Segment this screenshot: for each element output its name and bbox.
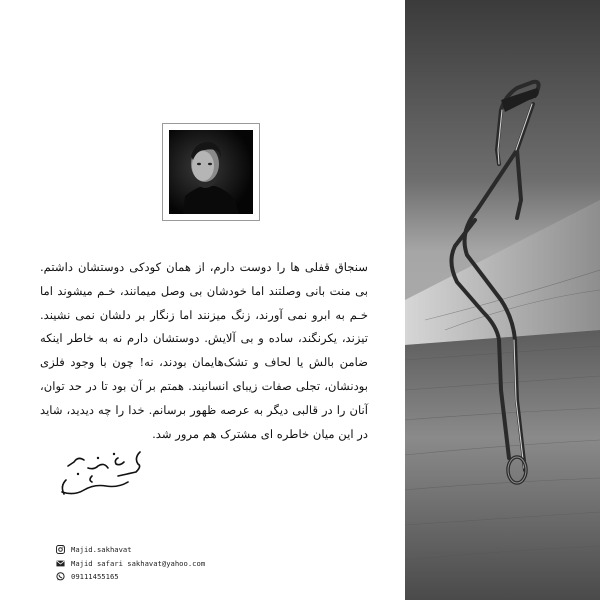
contact-instagram <box>56 543 205 557</box>
instagram-handle[interactable]: Majid.sakhavat <box>71 545 132 554</box>
contact-phone <box>56 570 205 584</box>
contact-email <box>56 557 205 571</box>
author-signature <box>48 442 148 500</box>
card-paragraph <box>40 256 368 446</box>
author-photo-frame <box>162 123 260 221</box>
instagram-icon <box>56 545 65 554</box>
safety-pin-photo <box>405 0 600 600</box>
paragraph-text: سنجاق قفلی ها را دوست دارم، از همان کودکی دوستشان داشتم. بی منت بانی وصلتند اما خودشان بی وصل میمانند، خـم میشوند اما خـم به ابرو نمی آورند، زنگ میزنند اما زنگار بر دلشان نمی نشیند. تیزند، یکرنگند، ساده و بی آلایش. دوستشان دارم نه به خاطر اینکه ضامن بالش یا لحاف و تشک‌هایمان بودند، نه! چون با وجود فلزی بودنشان، تجلی صفات زیبای انسانیند. همتم بر آن بود تا در حد توان، آنان را در قالبی دیگر به عرصه ظهور برسانم. خدا را چه دیدید، شاید در این میان خاطره ای مشترک هم مرور شد. <box>40 260 368 441</box>
whatsapp-icon <box>56 572 65 581</box>
author-portrait <box>169 130 253 214</box>
email-icon <box>56 559 65 568</box>
email-address[interactable]: Majid safari sakhavat@yahoo.com <box>71 558 206 568</box>
phone-number[interactable]: 09111455165 <box>71 572 119 581</box>
contact-list <box>56 543 205 584</box>
